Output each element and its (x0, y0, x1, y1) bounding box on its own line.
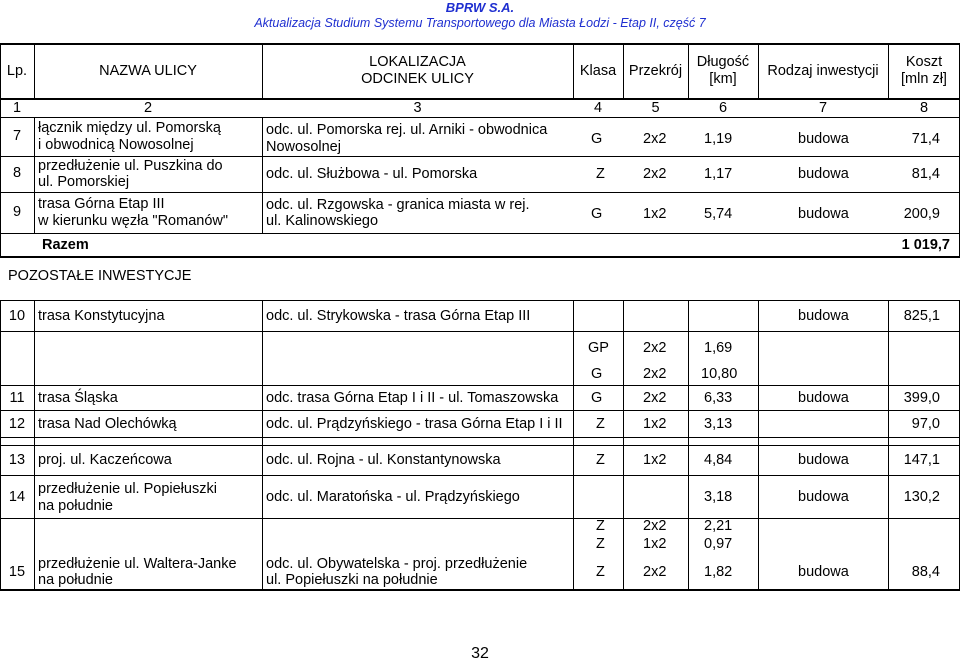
header-cost-unit: [mln zł] (901, 71, 947, 87)
row-length: 10,80 (701, 366, 738, 382)
company-name: BPRW S.A. (445, 0, 515, 15)
row-class: G (591, 366, 603, 382)
row-cost: 200,9 (903, 206, 940, 222)
row-class: Z (596, 536, 605, 552)
row-length: 0,97 (704, 536, 733, 552)
total-label: Razem (42, 237, 89, 253)
row-name: trasa Górna Etap III (38, 196, 165, 212)
row-cost: 97,0 (911, 416, 940, 432)
row-lp: 12 (8, 416, 26, 432)
header-location: LOKALIZACJA (369, 54, 466, 70)
row-cross-section: 1x2 (643, 416, 667, 432)
row-investment-type: budowa (798, 308, 849, 324)
row-length: 1,69 (704, 340, 733, 356)
row-cross-section: 2x2 (643, 366, 667, 382)
row-name: przedłużenie ul. Puszkina do (38, 158, 223, 174)
row-lp: 15 (8, 564, 26, 580)
header-cost: Koszt (905, 54, 943, 70)
row-cost: 825,1 (903, 308, 940, 324)
row-length: 1,19 (704, 131, 733, 147)
col-number: 4 (593, 100, 603, 116)
row-length: 2,21 (704, 518, 733, 534)
row-name: trasa Nad Olechówką (38, 416, 177, 432)
row-location: odc. ul. Rzgowska - granica miasta w rej. (266, 197, 530, 213)
row-location: odc. ul. Maratońska - ul. Prądzyńskiego (266, 489, 520, 505)
row-class: Z (596, 416, 605, 432)
col-number: 8 (919, 100, 929, 116)
header-lp: Lp. (6, 63, 28, 79)
row-class: G (591, 206, 603, 222)
row-cross-section: 1x2 (643, 206, 667, 222)
col-number: 6 (718, 100, 728, 116)
total-value: 1 019,7 (901, 237, 950, 253)
row-class: Z (596, 564, 605, 580)
row-name: trasa Śląska (38, 390, 118, 406)
header-cross-section: Przekrój (628, 63, 683, 79)
row-lp: 11 (9, 390, 25, 406)
row-length: 6,33 (704, 390, 733, 406)
row-lp: 10 (8, 308, 26, 324)
row-cost: 81,4 (911, 166, 940, 182)
row-length: 3,18 (704, 489, 733, 505)
row-cost: 130,2 (903, 489, 940, 505)
row-investment-type: budowa (798, 564, 849, 580)
row-cross-section: 2x2 (643, 166, 667, 182)
row-cross-section: 2x2 (643, 340, 667, 356)
row-cross-section: 1x2 (643, 536, 667, 552)
col-number: 1 (12, 100, 22, 116)
col-number: 5 (651, 100, 660, 116)
header-investment-type: Rodzaj inwestycji (767, 63, 879, 79)
section-title: POZOSTAŁE INWESTYCJE (8, 268, 192, 284)
row-location: Nowosolnej (266, 139, 341, 155)
row-name: w kierunku węzła "Romanów" (38, 213, 229, 229)
row-lp: 7 (12, 128, 22, 144)
row-cost: 71,4 (911, 131, 940, 147)
row-investment-type: budowa (798, 166, 849, 182)
row-cost: 88,4 (911, 564, 940, 580)
row-class: Z (596, 452, 605, 468)
row-length: 5,74 (704, 206, 733, 222)
row-investment-type: budowa (798, 206, 849, 222)
col-number: 2 (143, 100, 153, 116)
row-cross-section: 2x2 (643, 131, 667, 147)
row-class: Z (596, 518, 605, 534)
row-location: odc. ul. Prądzyńskiego - trasa Górna Etap I i II (266, 416, 563, 432)
header-length: Długość (696, 54, 750, 70)
row-cost: 399,0 (903, 390, 940, 406)
row-cost: 147,1 (903, 452, 940, 468)
row-length: 1,17 (704, 166, 733, 182)
row-name: proj. ul. Kaczeńcowa (38, 452, 172, 468)
row-cross-section: 2x2 (643, 518, 667, 534)
row-location: odc. ul. Pomorska rej. ul. Arniki - obwodnica (266, 122, 548, 138)
row-length: 3,13 (704, 416, 733, 432)
row-cross-section: 2x2 (643, 564, 667, 580)
row-lp: 9 (12, 204, 22, 220)
row-name: na południe (38, 498, 113, 514)
header-class: Klasa (579, 63, 617, 79)
row-name: ul. Pomorskiej (38, 174, 130, 190)
row-location: odc. ul. Obywatelska - proj. przedłużenie (266, 556, 528, 572)
row-lp: 14 (8, 489, 26, 505)
row-class: G (591, 390, 603, 406)
row-class: GP (588, 340, 609, 356)
row-location: odc. ul. Służbowa - ul. Pomorska (266, 166, 478, 182)
document-subtitle: Aktualizacja Studium Systemu Transportowego dla Miasta Łodzi - Etap II, część 7 (254, 16, 706, 30)
row-lp: 13 (8, 452, 26, 468)
row-name: i obwodnicą Nowosolnej (38, 137, 194, 153)
row-name: trasa Konstytucyjna (38, 308, 165, 324)
row-location: ul. Kalinowskiego (266, 213, 379, 229)
row-length: 1,82 (704, 564, 733, 580)
row-location: odc. trasa Górna Etap I i II - ul. Tomaszowska (266, 390, 559, 406)
row-name: przedłużenie ul. Waltera-Janke (38, 556, 237, 572)
header-section: ODCINEK ULICY (361, 71, 474, 87)
row-cross-section: 2x2 (643, 390, 667, 406)
row-name: łącznik między ul. Pomorską (38, 120, 221, 136)
row-class: Z (596, 166, 605, 182)
row-investment-type: budowa (798, 131, 849, 147)
row-name: przedłużenie ul. Popiełuszki (38, 481, 217, 497)
row-investment-type: budowa (798, 390, 849, 406)
header-length-unit: [km] (709, 71, 737, 87)
row-location: ul. Popiełuszki na południe (266, 572, 438, 588)
header-street-name: NAZWA ULICY (99, 63, 197, 79)
row-name: na południe (38, 572, 113, 588)
row-length: 4,84 (704, 452, 733, 468)
col-number: 3 (413, 100, 422, 116)
col-number: 7 (818, 100, 828, 116)
row-location: odc. ul. Strykowska - trasa Górna Etap III (266, 308, 531, 324)
row-cross-section: 1x2 (643, 452, 667, 468)
row-investment-type: budowa (798, 489, 849, 505)
row-location: odc. ul. Rojna - ul. Konstantynowska (266, 452, 501, 468)
row-class: G (591, 131, 603, 147)
row-investment-type: budowa (798, 452, 849, 468)
row-lp: 8 (12, 165, 22, 181)
page-number: 32 (471, 645, 489, 662)
